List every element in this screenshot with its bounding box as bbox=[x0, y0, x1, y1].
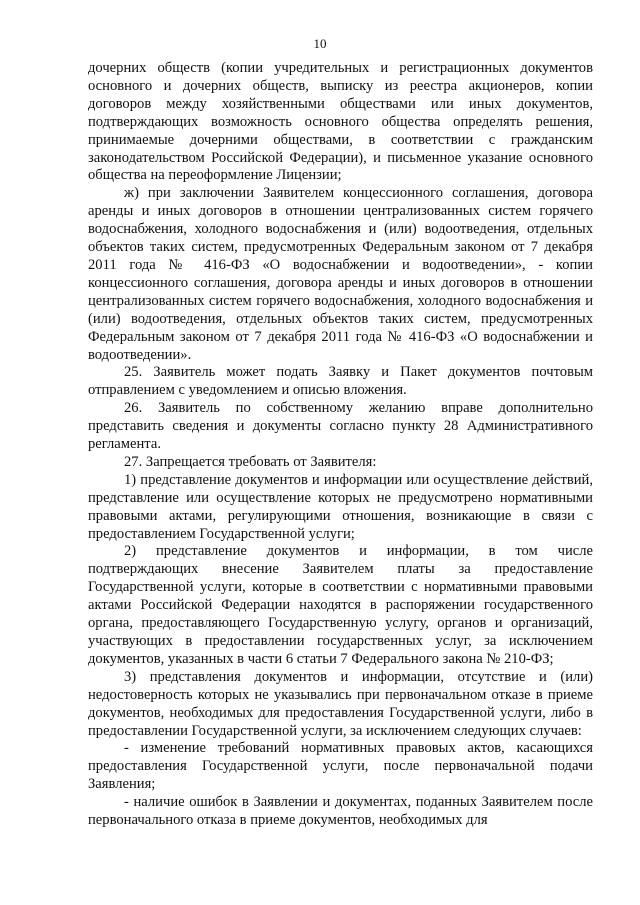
paragraph-27-item-3: 3) представления документов и информации, отсутствие и (или) недостоверность которых не указывались при первоначальном отказе в приеме документов, необходимых для предоставления Государственной услуги, либо в предоставлении Государственной услуги, за исключением следующих случаев: bbox=[88, 668, 593, 739]
paragraph-exception-errors: - наличие ошибок в Заявлении и документах, поданных Заявителем после первоначального отказа в приеме документов, необходимых для bbox=[88, 794, 593, 829]
paragraph-item-zh-concession: ж) при заключении Заявителем концессионного соглашения, договора аренды и иных договоров в отношении централизованных систем горячего водоснабжения, холодного водоснабжения и (или) водоотведения, отдельных объектов таких систем, предусмотренных Федеральным законом от 7 декабря 2011 года № 416-ФЗ «О водоснабжении и водоотведении», - копии концессионного соглашения, договора аренды и иных договоров в отношении централизованных систем горячего водоснабжения, холодного водоснабжения и (или) водоотведения, отдельных объектов таких систем, предусмотренных Федеральным законом от 7 декабря 2011 года № 416-ФЗ «О водоснабжении и водоотведении». bbox=[88, 185, 593, 363]
paragraph-subsidiaries-continuation: дочерних обществ (копии учредительных и регистрационных документов основного и дочерних обществ, выписку из реестра акционеров, копии договоров между хозяйственными обществами или иных документов, подтверждающих возможность основного общества определять решения, принимаемые дочерними обществами, в соответствии с гражданским законодательством Российской Федерации), и письменное указание основного общества на переоформление Лицензии; bbox=[88, 60, 593, 184]
paragraph-27-item-1: 1) представление документов и информации или осуществление действий, представление или осуществление которых не предусмотрено нормативными правовыми актами, регулирующими отношения, возникающие в связи с предоставлением Государственной услуги; bbox=[88, 471, 593, 542]
document-body bbox=[88, 60, 593, 830]
paragraph-27-item-2: 2) представление документов и информации, в том числе подтверждающих внесение Заявителем платы за предоставление Государственной услуги, которые в соответствии с нормативными правовыми актами Российской Федерации находятся в распоряжении государственного органа, предоставляющего Государственную услугу, органов и организаций, участвующих в предоставлении государственных услуг, за исключением документов, указанных в части 6 статьи 7 Федерального закона № 210-ФЗ; bbox=[88, 543, 593, 667]
paragraph-exception-regulation-change: - изменение требований нормативных правовых актов, касающихся предоставления Государственной услуги, после первоначальной подачи Заявления; bbox=[88, 740, 593, 793]
paragraph-26-additional-documents: 26. Заявитель по собственному желанию вправе дополнительно представить сведения и документы согласно пункту 28 Административного регламента. bbox=[88, 400, 593, 453]
page-number: 10 bbox=[313, 36, 327, 51]
paragraph-25-postal-submission: 25. Заявитель может подать Заявку и Пакет документов почтовым отправлением с уведомлением и описью вложения. bbox=[88, 364, 593, 399]
paragraph-27-prohibited-requirements: 27. Запрещается требовать от Заявителя: bbox=[124, 453, 377, 470]
